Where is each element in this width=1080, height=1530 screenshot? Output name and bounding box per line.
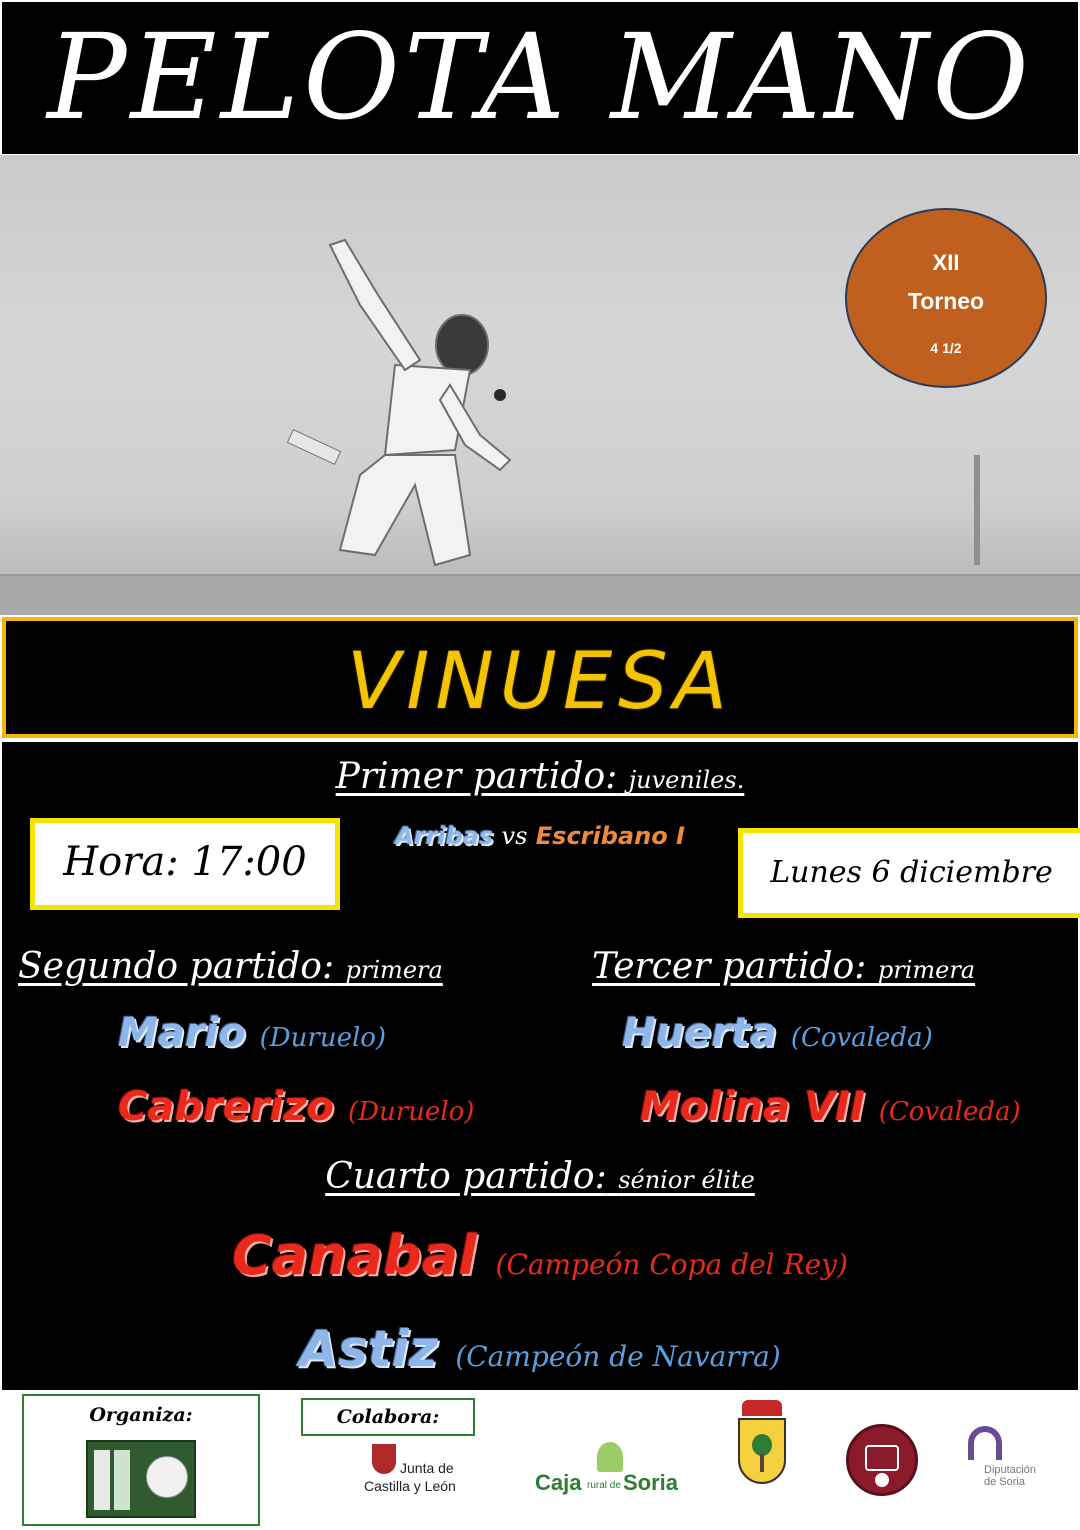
caja-main: Caja: [535, 1470, 582, 1495]
match4-player-b: Astiz: [299, 1320, 438, 1378]
match-time: Hora: 17:00: [63, 839, 307, 885]
match1-player-a: Arribas: [395, 822, 494, 850]
venue-banner: [2, 617, 1078, 738]
tournament-badge: [845, 208, 1047, 388]
diputacion-arch-icon: [968, 1426, 1002, 1460]
match2-player-a-row: [118, 1010, 386, 1056]
caja-end: Soria: [623, 1470, 679, 1495]
colabora-label: Colabora:: [336, 1406, 440, 1428]
match4-label: Cuarto partido:: [325, 1156, 607, 1197]
diputacion-line2: de Soria: [984, 1476, 1025, 1488]
match4-title-a: (Campeón Copa del Rey): [495, 1248, 848, 1281]
organiza-box: [22, 1394, 260, 1526]
caja-small: rural de: [587, 1480, 621, 1491]
match1-players: [380, 822, 700, 850]
match3-player-a-row: [622, 1010, 933, 1056]
title-band: [2, 2, 1078, 154]
poster-title: PELOTA MANO: [47, 8, 1033, 146]
badge-torneo: Torneo: [907, 288, 985, 314]
vinuesa-coat-of-arms-icon: [734, 1400, 790, 1488]
match3-heading: [592, 946, 975, 987]
match2-heading: [18, 946, 443, 987]
caja-rural-logo: [535, 1440, 685, 1500]
match1-versus: vs: [501, 822, 528, 850]
match4-player-a-row: [0, 1224, 1080, 1287]
match3-club-b: (Covaleda): [878, 1097, 1021, 1127]
match3-player-b-row: [640, 1084, 1021, 1130]
match4-player-b-row: [0, 1320, 1080, 1378]
match2-player-a: Mario: [118, 1010, 246, 1056]
organiza-label: Organiza:: [89, 1404, 193, 1426]
match2-player-b: Cabrerizo: [118, 1084, 335, 1130]
date-box: [738, 828, 1080, 918]
match3-club-a: (Covaleda): [790, 1023, 933, 1053]
match4-player-a: Canabal: [232, 1224, 477, 1287]
match3-category: primera: [877, 956, 976, 984]
match2-club-a: (Duruelo): [259, 1023, 387, 1053]
match3-label: Tercer partido:: [592, 946, 867, 987]
match4-category: sénior élite: [618, 1166, 755, 1194]
match1-label: Primer partido:: [335, 756, 618, 797]
match4-title-b: (Campeón de Navarra): [455, 1340, 781, 1373]
match2-player-b-row: [118, 1084, 474, 1130]
badge-edition: XII: [932, 250, 960, 275]
match2-club-b: (Duruelo): [347, 1097, 475, 1127]
time-box: [30, 818, 340, 910]
diputacion-line1: Diputación: [984, 1464, 1036, 1476]
match1-heading: [0, 756, 1080, 797]
junta-line2: Castilla y León: [364, 1478, 456, 1494]
wheat-icon: [597, 1442, 623, 1472]
junta-shield-icon: [372, 1444, 396, 1474]
match3-player-b: Molina VII: [640, 1084, 865, 1130]
match2-label: Segundo partido:: [18, 946, 335, 987]
badge-modality: 4 1/2: [930, 340, 962, 356]
club-badge-icon: [846, 1424, 918, 1496]
match4-heading: [0, 1156, 1080, 1197]
match2-category: primera: [345, 956, 443, 984]
match1-category: juveniles.: [628, 766, 745, 794]
organizer-logo: [86, 1440, 196, 1518]
junta-line1: Junta de: [400, 1460, 454, 1476]
colabora-box: [301, 1398, 475, 1436]
junta-logo: [362, 1440, 472, 1500]
match-date: Lunes 6 diciembre: [770, 855, 1053, 890]
match1-player-b: Escribano I: [535, 822, 685, 850]
match3-player-a: Huerta: [622, 1010, 777, 1056]
diputacion-logo: [962, 1424, 1052, 1494]
venue-name: VINUESA: [347, 637, 733, 727]
